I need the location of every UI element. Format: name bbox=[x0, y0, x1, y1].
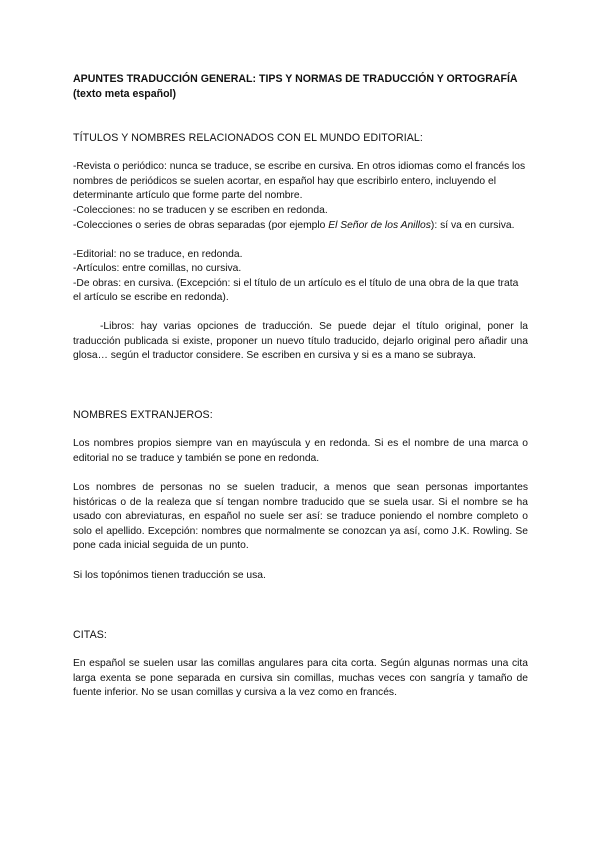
document-title bbox=[73, 72, 533, 102]
series-text-after: ): sí va en cursiva. bbox=[430, 219, 515, 231]
section-heading-citas: CITAS: bbox=[73, 629, 107, 641]
paragraph-obras: -De obras: en cursiva. (Excepción: si el título de un artículo es el título de una obra de la que trata el artículo se escribe en redonda). bbox=[73, 277, 519, 303]
paragraph-articulos: -Artículos: entre comillas, no cursiva. bbox=[73, 263, 242, 274]
paragraph-editorial: -Editorial: no se traduce, en redonda. bbox=[73, 248, 243, 260]
section-heading-editorial: TÍTULOS Y NOMBRES RELACIONADOS CON EL MUNDO EDITORIAL: bbox=[73, 132, 423, 144]
paragraph-colecciones: -Colecciones: no se traducen y se escriben en redonda. bbox=[73, 205, 328, 216]
paragraph-citas: En español se suelen usar las comillas angulares para cita corta. Según algunas normas una cita larga exenta se pone separada en cursiva sin comillas, muchas veces con sangría y tamaño de fuente inferior. No se usan comillas y cursiva a la vez como en francés. bbox=[73, 658, 528, 698]
paragraph-toponimos: Si los topónimos tienen traducción se usa. bbox=[73, 570, 266, 581]
paragraph-revista: -Revista o periódico: nunca se traduce, se escribe en cursiva. En otros idiomas como el francés los nombres de periódicos se suelen acortar, en español hay que escribirlo entero, incluyendo el determinante artículo que forme parte del nombre. bbox=[73, 161, 526, 201]
series-example-title: El Señor de los Anillos bbox=[328, 219, 431, 231]
paragraph-libros: -Libros: hay varias opciones de traducción. Se puede dejar el título original, poner la traducción publicada si existe, proponer un nuevo título traducido, dejarlo original pero añadir una glosa… según el traductor considere. Se escriben en cursiva y si es a mano se subraya. bbox=[73, 321, 528, 361]
series-text-before: -Colecciones o series de obras separadas (por ejemplo bbox=[73, 219, 329, 231]
paragraph-nombres-propios: Los nombres propios siempre van en mayúscula y en redonda. Si es el nombre de una marca o editorial no se traduce y también se pone en redonda. bbox=[73, 438, 528, 464]
title-main: APUNTES TRADUCCIÓN GENERAL: TIPS Y NORMAS DE TRADUCCIÓN Y ORTOGRAFÍA bbox=[73, 73, 518, 85]
title-subtitle: (texto meta español) bbox=[73, 88, 177, 100]
paragraph-series bbox=[73, 219, 528, 234]
section-heading-extranjeros: NOMBRES EXTRANJEROS: bbox=[73, 409, 213, 421]
paragraph-nombres-personas: Los nombres de personas no se suelen traducir, a menos que sean personas importantes históricas o de la realeza que sí tengan nombre traducido que se suela usar. Si el nombre se ha usado con abreviaturas, en español no suele ser así: se traduce poniendo el nombre completo o solo el apellido. Excepción: nombres que normalmente se conozcan ya así, como J.K. Rowling. Se pone cada inicial seguida de un punto. bbox=[73, 482, 528, 551]
